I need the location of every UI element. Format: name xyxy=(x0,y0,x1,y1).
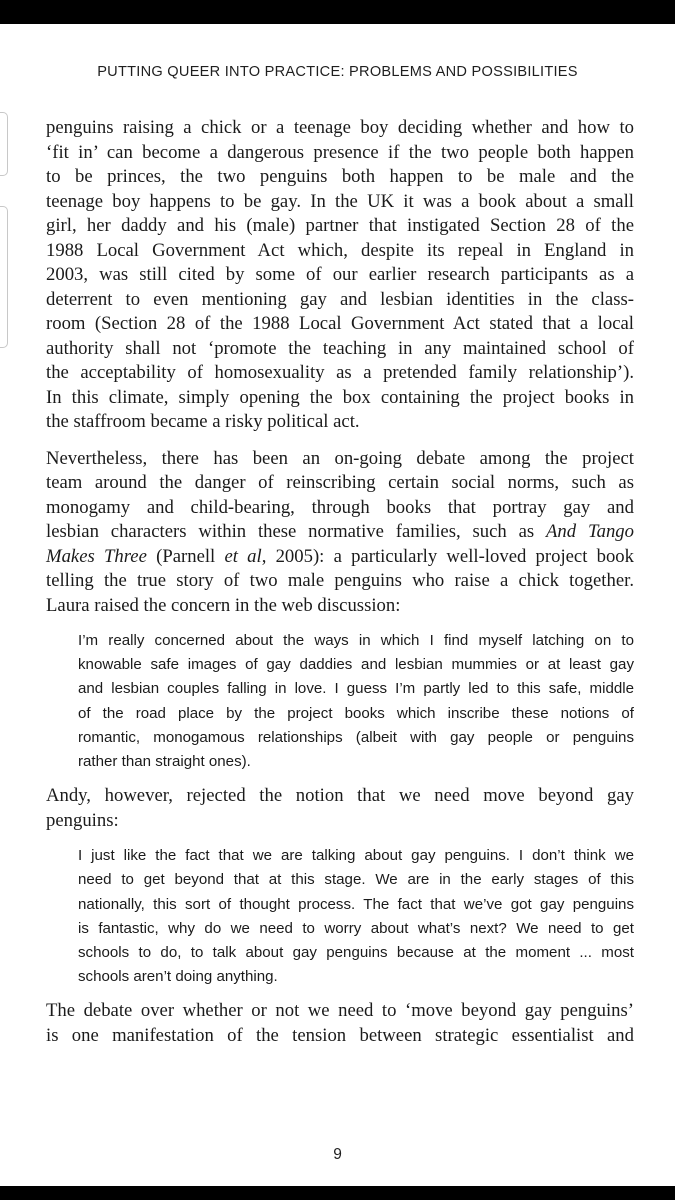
text-line: Laura raised the concern in the web discussion: xyxy=(46,594,401,616)
left-edge-tab-handle[interactable] xyxy=(0,112,8,176)
bottom-bar xyxy=(0,1186,675,1200)
text-line: 1988 Local Government Act which, despite its repeal in England in xyxy=(46,239,634,261)
text-line: deterrent to even mentioning gay and lesbian identities in the class- xyxy=(46,288,634,310)
quote-line: of the road place by the project books which inscribe these notions of xyxy=(78,704,634,722)
text-line: team around the danger of reinscribing certain social norms, such as xyxy=(46,472,634,493)
text-line: the acceptability of homosexuality as a pretended family relationship’). xyxy=(46,362,634,383)
text-line xyxy=(46,520,634,545)
text-line: telling the true story of two male penguins who raise a chick together. xyxy=(46,570,634,591)
quote-line: I’m really concerned about the ways in which I find myself latching on to xyxy=(78,632,634,649)
text-line: ‘fit in’ can become a dangerous presence if the two people both happen xyxy=(46,141,634,163)
paragraph-2 xyxy=(46,447,634,619)
inline-text: lesbian characters within these normative families, such as xyxy=(46,521,546,542)
book-title-italic: Makes Three xyxy=(46,545,147,567)
text-line: penguins: xyxy=(46,809,119,831)
text-line: room (Section 28 of the 1988 Local Government Act stated that a local xyxy=(46,313,634,334)
text-line: monogamy and child-bearing, through books that portray gay and xyxy=(46,496,634,518)
quote-line: knowable safe images of gay daddies and lesbian mummies or at least gay xyxy=(78,656,634,674)
text-line: Andy, however, rejected the notion that we need move beyond gay xyxy=(46,785,634,807)
et-al-italic: et al xyxy=(224,545,262,567)
text-line: The debate over whether or not we need to ‘move beyond gay penguins’ xyxy=(46,1000,634,1022)
inline-text: (Parnell xyxy=(146,545,225,567)
text-line: is one manifestation of the tension between strategic essentialist and xyxy=(46,1024,634,1046)
quote-line: need to get beyond that at this stage. We are in the early stages of this xyxy=(78,871,634,889)
text-line xyxy=(46,545,634,570)
page-number: 9 xyxy=(333,1146,342,1163)
text-line: penguins raising a chick or a teenage boy deciding whether and how to xyxy=(46,117,634,138)
text-line: the staffroom became a risky political act. xyxy=(46,411,360,432)
text-line: girl, her daddy and his (male) partner that instigated Section 28 of the xyxy=(46,215,634,236)
quote-line: romantic, monogamous relationships (albeit with gay people or penguins xyxy=(78,728,634,746)
quote-line: is fantastic, why do we need to worry about what’s next? We need to get xyxy=(78,919,634,937)
book-title-italic: And Tango xyxy=(546,521,634,542)
paragraph-1 xyxy=(46,116,634,435)
top-status-bar xyxy=(0,0,675,24)
text-line: to be princes, the two penguins both happen to be male and the xyxy=(46,166,634,187)
paragraph-3 xyxy=(46,784,634,833)
text-line: In this climate, simply opening the box containing the project books in xyxy=(46,386,634,408)
text-line: authority shall not ‘promote the teaching in any maintained school of xyxy=(46,337,634,359)
paragraph-4 xyxy=(46,999,634,1048)
text-line: Nevertheless, there has been an on-going debate among the project xyxy=(46,447,634,469)
running-head: PUTTING QUEER INTO PRACTICE: PROBLEMS AND POSSIBILITIES xyxy=(97,64,578,80)
quote-line: and lesbian couples falling in love. I guess I’m partly led to this safe, middle xyxy=(78,680,634,698)
page-body xyxy=(46,116,634,1048)
quote-line: rather than straight ones). xyxy=(78,753,251,771)
quote-line: schools aren’t doing anything. xyxy=(78,968,278,986)
quote-line: schools to do, to talk about gay penguins because at the moment ... most xyxy=(78,944,634,962)
quote-line: nationally, this sort of thought process. The fact that we’ve got gay penguins xyxy=(78,895,634,913)
inline-text: , 2005): a particularly well-loved project book xyxy=(261,545,634,567)
text-line: 2003, was still cited by some of our earlier research participants as a xyxy=(46,264,634,285)
left-edge-scroll-handle[interactable] xyxy=(0,206,8,348)
block-quote-laura xyxy=(78,629,634,774)
quote-line: I just like the fact that we are talking about gay penguins. I don’t think we xyxy=(78,847,634,865)
block-quote-andy xyxy=(78,844,634,989)
text-line: teenage boy happens to be gay. In the UK it was a book about a small xyxy=(46,190,634,212)
